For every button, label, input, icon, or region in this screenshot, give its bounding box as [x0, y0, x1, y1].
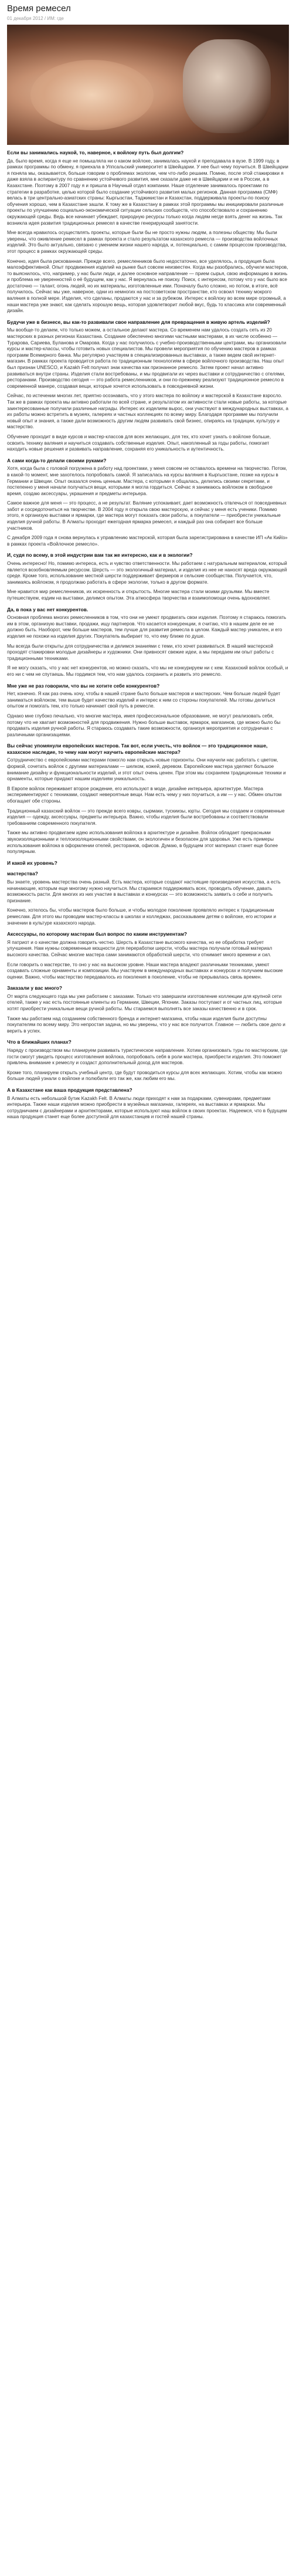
- section-question: И какой их уровень?: [7, 859, 57, 866]
- section-question: мастерства?: [7, 871, 38, 877]
- section-paragraph: С декабря 2009 года я снова вернулась к управлению мастерской, которая была зарегистрирована в качестве ИП «Ак Кийiз» в рамках проекта «Войлочное ремесло».: [7, 535, 288, 547]
- section-paragraph: Мы всегда были открыты для сотрудничества и делимся знаниями с теми, кто хочет развиваться. В нашей мастерской проходят стажировки молодые дизайнеры и художники. Они привносят свежие идеи, а мы передаем им опыт работы с традиционными техниками.: [7, 643, 274, 661]
- section-paragraph: В Алматы есть небольшой бутик Kazakh Felt. В Алматы люди приходят к нам за подарками, сувенирами, предметами интерьера. Также наши изделия можно приобрести в музейных магазинах, галереях, на выставках и ярмарках. Мы сотрудничаем с дизайнерами и архитекторами, которые используют наш войлок в своих проектах. Надеемся, что в будущем наша продукция станет еще более доступной для казахстанцев и гостей нашей страны.: [7, 1095, 287, 1120]
- section-paragraph: Конечно, хотелось бы, чтобы мастеров было больше, и чтобы молодое поколение проявляло интерес к традиционным ремеслам. Для этого мы проводим мастер-классы в школах и колледжах, рассказываем детям о войлоке, его истории и значении в культуре казахского народа.: [7, 908, 276, 926]
- section-paragraph: Нет, конечно. Я как раз очень хочу, чтобы в нашей стране было больше мастеров и мастерских. Чем больше людей будет заниматься войлоком, тем выше будет качество изделий и интерес к ним со стороны покупателей. Мы готовы делиться опытом и помогать тем, кто только начинает свой путь в ремесле.: [7, 691, 281, 709]
- section-paragraph: Мне всегда нравилось осуществлять проекты, которые были бы не просто нужны людям, а полезны обществу. Мы были уверены, что оживление ремесел в рамках проекта и стало результатом казахского ремесла — производства войлочных изделий. Это было актуально, связано с умением жизни нашего народа, и, потенциально, с самим процессом производства, этот процесс в рамках окружающей среды.: [7, 230, 287, 254]
- section-paragraph: Конечно, идея была рискованная. Прежде всего, ремесленников было недостаточно, все уделялось, а продукция была малоэффективной. Опыт продвижения изделий на рынке был совсем неизвестен. Когда мы разобрались, обучили мастеров, то выяснилось, что, например, у нас были люди, и далее основное направление — прием сырья, свою информацию в жизнь и проблема не уверенностей о её будущем, как у нас. Я вернулась не поиску. Поиск, с интересом, потому что у нас было все достаточно — талант, огонь людей, но их материалы, изготовленные ими. Поначалу было сложно, но потом, в итоге, всё получилось. Сейчас мы уже, наверное, одни из немногих на постсоветском пространстве, кто освоил технику мокрого валяния в полной мере. Изделия, что сделаны, продаются у нас и за рубежом. Интерес к войлоку во всем мире огромный, а наши мастера уже знают, как сделать хорошую вещь, которая удовлетворит любой вкус, будь то классика или современный дизайн.: [7, 258, 288, 314]
- section-question: Будучи уже в бизнесе, вы как-то развивали свое направление для превращения в живую артель изделий?: [7, 319, 270, 325]
- article-page: [7, 0, 289, 1121]
- section-paragraph: Сейчас, по истечении многих лет, приятно осознавать, что у этого мастера по войлоку и мастерской в Казахстане взросло. Так же в рамках проекта мы активно работали по всей стране, и результатом их активности стали новые работы, за которые заинтересованные получили различные награды. Интерес их изделиям вырос, они участвуют в международных выставках, а их работы можно встретить в музеях, галереях и частных коллекциях по всему миру. Благодаря программе мы получили новый опыт и знания, а также дали возможность другим людям развивать свой бизнес, опираясь на традиции, культуру и мастерство.: [7, 393, 288, 430]
- section-paragraph: Очень интересно! Но, помимо интереса, есть и чувство ответственности. Мы работаем с натуральным материалом, который является возобновляемым ресурсом. Шерсть — это экологичный материал, и изделия из нее не наносят вреда окружающей среде. Кроме того, использование местной шерсти поддерживает фермеров и сельские сообщества. Получается, что, занимаясь войлоком, я продолжаю работать в сфере экологии, только в другом формате.: [7, 561, 287, 585]
- section-paragraph: Основная проблема многих ремесленников в том, что они не умеют продвигать свои изделия. Поэтому я стараюсь помогать им в этом, организую выставки, продажи, ищу партнеров. Что касается конкуренции, я считаю, что в нашем деле ее не должно быть. Наоборот, чем больше мастеров, тем лучше для развития ремесла в целом. Каждый мастер уникален, и его изделия не похожи на изделия других. Покупатель выбирает то, что ему ближе по душе.: [7, 615, 287, 639]
- section-paragraph: Кроме того, планируем открыть учебный центр, где будут проводиться курсы для всех желающих. Хотим, чтобы как можно больше людей узнали о войлоке и полюбили его так же, как любим его мы.: [7, 1069, 283, 1082]
- section-paragraph: Я патриот и о качестве должна говорить честно. Шерсть в Казахстане высокого качества, но ее обработка требует улучшения. Нам нужны современные мощности для переработки шерсти, чтобы мастера получали готовый материал высокого качества. Сейчас многие мастера сами занимаются обработкой шерсти, что отнимает много времени и сил.: [7, 939, 273, 957]
- section-question: И, судя по всему, в этой индустрии вам так же интересно, как и в экологии?: [7, 552, 193, 558]
- photo-glass: [183, 39, 271, 133]
- section-paragraph: В Европе войлок переживает второе рождение, его используют в моде, дизайне интерьера, архитектуре. Мастера экспериментируют с техниками, создают невероятные вещи. Нам есть чему у них поучиться, а им — у нас. Обмен опытом обогащает обе стороны.: [7, 786, 282, 804]
- article-title: Время ремесел: [7, 4, 71, 13]
- article-body: [7, 150, 289, 1121]
- section-paragraph: Традиционный казахский войлок — это прежде всего ковры, сырмаки, тускиизы, юрты. Сегодня мы создаем и современные изделия — одежду, аксессуары, предметы интерьера. Важно, чтобы изделия были востребованы и соответствовали требованиям современного покупателя.: [7, 808, 285, 826]
- section-paragraph: Однако мне глубоко печально, что многие мастера, имея профессиональное образование, не могут реализовать себя, потому что не хватает возможностей для продвижения. Нужно больше выставок, ярмарок, магазинов, где можно было бы продавать изделия ручной работы. Я стараюсь создавать такие возможности, организуя мероприятия и сотрудничая с различными организациями.: [7, 713, 281, 737]
- section-question: Заказали у вас много?: [7, 985, 63, 991]
- section-question: Что в ближайших планах?: [7, 1039, 72, 1045]
- section-paragraph: Наряду с производством мы планируем развивать туристическое направление. Хотим организовать туры по мастерским, где гости смогут увидеть процесс изготовления войлока, попробовать себя в роли мастера, приобрести изделия. Это поможет привлечь внимание к ремеслу и создаст дополнительный доход для мастеров.: [7, 1048, 288, 1066]
- section-paragraph: Мне нравится мир ремесленников, их искренность и открытость. Многие мастера стали моими друзьями. Мы вместе путешествуем, ездим на выставки, делимся опытом. Эта атмосфера творчества и взаимопомощи очень вдохновляет.: [7, 589, 271, 601]
- section-paragraph: Если говорить о мастерстве, то оно у нас на высоком уровне. Наши мастера владеют различными техниками, умеют создавать сложные орнаменты и композиции. Мы участвуем в международных выставках и конкурсах и получаем высокие оценки. Важно, чтобы мастерство передавалось из поколения в поколение, чтобы не прерывалась связь времен.: [7, 962, 283, 980]
- section-paragraph: Обучение проходит в виде курсов и мастер-классов для всех желающих, для тех, кто хочет узнать о войлоке больше, освоить технику валяния и научиться создавать собственные изделия. Опыт, накопленный за годы работы, помогает находить новые решения и развивать направление, сохраняя его уникальность и аутентичность.: [7, 434, 271, 452]
- section-question: Если вы занимались наукой, то, наверное, к войлоку путь был долгим?: [7, 150, 184, 155]
- article-photo: [7, 25, 289, 145]
- article-meta: 01 декабря 2012 / ИМ: где: [7, 16, 64, 21]
- section-paragraph: Сотрудничество с европейскими мастерами помогло нам открыть новые горизонты. Они научили нас работать с цветом, формой, сочетать войлок с другими материалами — шелком, кожей, деревом. Европейские мастера уделяют большое внимание дизайну и функциональности изделий, и этот опыт очень ценен. При этом мы сохраняем традиционные техники и орнаменты, которые придают нашим изделиям уникальность.: [7, 757, 286, 782]
- section-question: Аксессуары, по которому мастерам был вопрос по каким инструментам?: [7, 931, 188, 937]
- section-paragraph: Самое важное для меня — это процесс, а не результат. Валяние успокаивает, дает возможность отвлечься от повседневных забот и сосредоточиться на творчестве. В 2004 году я открыла свою мастерскую, и сейчас у меня есть ученики. Помимо этого, я организую выставки и ярмарки, где мастера могут показать свои работы, а покупатели — приобрести уникальные изделия ручной работы. В Алматы проходит ежегодная ярмарка ремесел, и каждый раз она собирает все больше участников.: [7, 500, 287, 531]
- photo-hands: [30, 60, 154, 130]
- section-paragraph: Вы знаете, уровень мастерства очень разный. Есть мастера, которые создают настоящие произведения искусства, а есть начинающие, которым еще многому нужно научиться. Мы стараемся поддерживать всех, проводить обучение, давать возможность расти. Для многих из них участие в выставках и конкурсах — это возможность заявить о себе и получить признание.: [7, 879, 281, 903]
- section-question: Вы сейчас упомянули европейских мастеров. Так вот, если учесть, что войлок — это традиционное наше, казахское наследие, то чему нам могут научить европейские мастера?: [7, 743, 268, 755]
- section-paragraph: Хотя, когда была с головой погружена в работу над проектами, у меня совсем не оставалось времени на творчество. Потом, в какой-то момент, мне захотелось попробовать самой. Я записалась на курсы валяния в Кыргызстане, позже на курсы в Германии и Швеции. Опыт оказался очень ценным. Мастера, с которыми я общалась, делились своими секретами, и постепенно у меня начали получаться вещи, которыми я могла гордиться. Сейчас я занимаюсь войлоком в свободное время, создаю аксессуары, украшения и предметы интерьера.: [7, 466, 287, 496]
- section-paragraph: Также мы активно продвигаем идею использования войлока в архитектуре и дизайне. Войлок обладает прекрасными звукоизоляционными и теплоизоляционными свойствами, он экологичен и безопасен для здоровья. Уже есть примеры использования войлока в оформлении отелей, ресторанов, офисов. Думаю, в будущем этот материал станет еще более популярным.: [7, 830, 278, 855]
- section-paragraph: От марта следующего года мы уже работаем с заказами. Только что завершили изготовление коллекции для крупной сети отелей, также у нас есть постоянные клиенты из Германии, Швеции, Японии. Заказы поступают и от частных лиц, которые хотят приобрести уникальные вещи ручной работы. Мы стараемся выполнять все заказы качественно и в срок.: [7, 993, 283, 1012]
- section-question: Мне уже не раз говорили, что вы не хотите себе конкурентов?: [7, 682, 160, 689]
- section-paragraph: Да, было время, когда я еще не помышляла ни о каком войлоке, занималась наукой и преподавала в вузе. В 1999 году, в рамках программы по обмену, я приехала в Уппсальский университет в Швейцарии. У нее был чему поучиться. В Швейцарии я поняла мы, оказывается, больше говорим о проблемах экологии, чем что-либо решаем. Помню, после этой стажировки я даже взяла в аспирантуру по сравнению устойчивого развития, мне сказали даже не в Швейцарии и не в России, а в Казахстане. Поэтому в 2007 году я и пришла в Научный отдел компании. Наше отделение занималось проектами по стратегии в разработке, целью которой было создание устойчивого развития малых регионов. Данная программа (СМФ) велась в три центрально-азиатских страны: Кыргызстан, Таджикистан и Казахстан, поддерживала проекты-по поиску обучения хорошо, чем в Казахстане зашли. К тому же в Казахстану в рамках этой программы мы инициировали различные проекты по улучшению социально-экономической ситуации сельских сообществ, что способствовало и сохранению окружающей среды. Ведь все начинает убеждает, природную ресурсы только когда людям негде взять денег на жизнь. Так возникла идея развития традиционных ремесел в качестве генерирующей занятости.: [7, 158, 288, 226]
- section-paragraph: Также мы работаем над созданием собственного бренда и интернет-магазина, чтобы наши изделия были доступны покупателям по всему миру. Это непростая задача, но мы уверены, что у нас все получится. Главное — любить свое дело и верить в успех.: [7, 1015, 285, 1034]
- section-paragraph: Я не могу сказать, что у нас нет конкурентов, но можно сказать, что мы не конкурируем ни с кем. Казахский войлок особый, и его ни с чем не спутаешь. Мы гордимся тем, что нам удалось сохранить и развить это ремесло.: [7, 665, 288, 677]
- section-question: А сами когда-то делали своими руками?: [7, 457, 107, 463]
- section-paragraph: Мы вообще-то делаем, что только можем, а остальное делают мастера. Со временем нам удалось создать сеть из 20 мастерских в разных регионах Казахстана. Создание обеспечено многими частными мастерами, в их числе особенно — Турарова, Сариева, Буланова и Омарова. Когда у нас получилось с учебно-производственными центрами, мы организовали курсы и мастер-классы, чтобы готовить новых специалистов. Мы провели мероприятия по обучению мастеров в рамках программ Всемирного банка. Мы регулярно участвуем в специализированных выставках, а также ведем свой интернет-магазин. В рамках проекта проводится работа по традиционным технологиям в сфере войлочного производства. Наш опыт был признан UNESCO, и Kazakh Felt получил знак качества как признанное ремесло. Затем проект начал активно развиваться внутри страны. Изделия стали востребованы, и мы продвигали их через выставки и сотрудничество с отелями, ресторанами. Производство сегодня — это работа ремесленников, и они по-прежнему реализуют традиционное ремесло в современной манере, создавая вещи, которые хочется использовать в повседневной жизни.: [7, 327, 287, 389]
- section-question: Да, в пока у вас нет конкурентов.: [7, 606, 89, 612]
- section-question: А в Казахстане как ваша продукция представлена?: [7, 1087, 132, 1093]
